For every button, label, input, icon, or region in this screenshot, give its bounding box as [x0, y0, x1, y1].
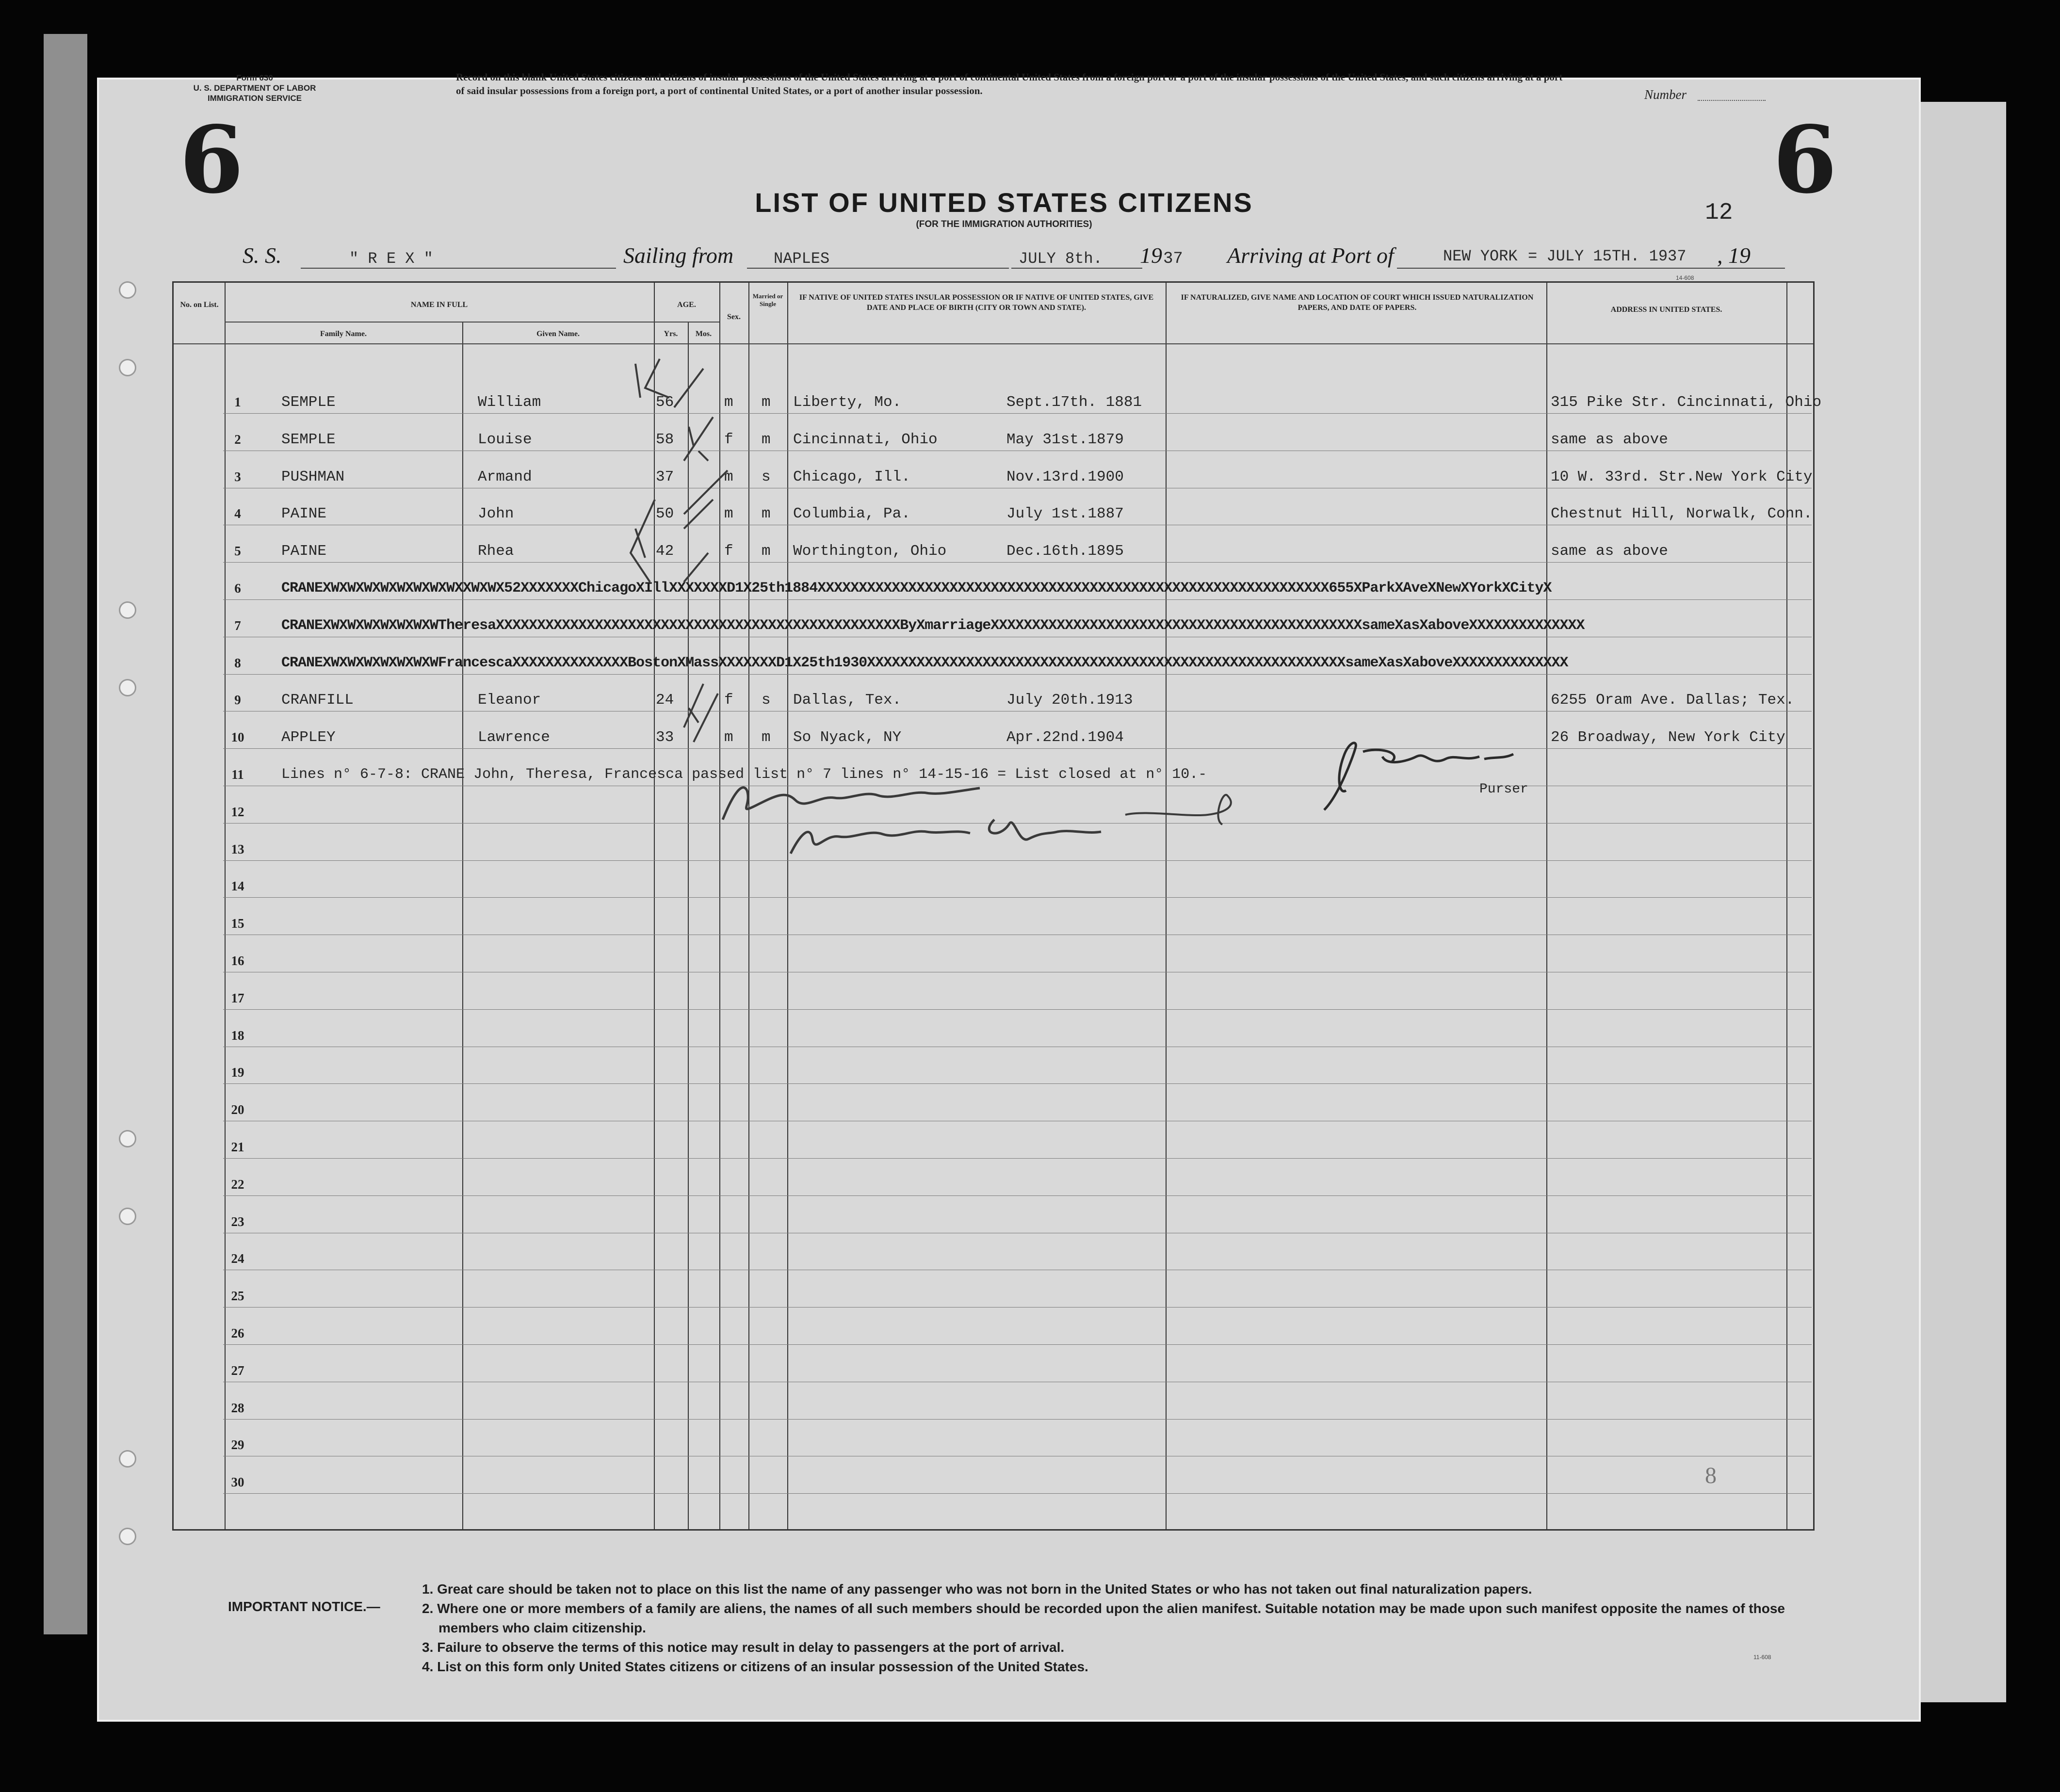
birth-place: Dallas, Tex.: [793, 692, 902, 709]
row-number: 1: [234, 395, 241, 409]
stray-mark: 8: [1705, 1463, 1717, 1488]
sex: m: [724, 468, 733, 485]
given-name: John: [478, 505, 514, 523]
row-number: 17: [231, 990, 244, 1005]
row-rule: [223, 1195, 1812, 1196]
col-rule: [1166, 283, 1167, 1529]
sex: f: [724, 692, 733, 709]
header-address: ADDRESS IN UNITED STATES.: [1610, 306, 1722, 314]
address: same as above: [1551, 543, 1668, 560]
sex: m: [724, 505, 733, 523]
cancelled-row: CRANEXWXWXWXWXWXWXWFrancescaXXXXXXXXXXXXXXBostonXMassXXXXXXXD1X25th1930XXXXXXXXXXXXXXXXXXXXXXXXXXXXXXXXXXXXXXXXXXXXXXXXXXXXXXXXXXsameXasXaboveXXXXXXXXXXXXXX: [281, 654, 1568, 671]
marital-status: m: [762, 505, 771, 523]
closing-note: Lines n° 6-7-8: CRANE John, Theresa, Francesca passed list n° 7 lines n° 14-15-16 = List closed at n° 10.-: [281, 766, 1207, 783]
row-number: 7: [234, 618, 241, 633]
address: Chestnut Hill, Norwalk, Conn.: [1551, 505, 1813, 523]
header-age: AGE.: [677, 301, 696, 309]
notice-label: IMPORTANT NOTICE.—: [228, 1599, 380, 1614]
address: 315 Pike Str. Cincinnati, Ohio: [1551, 394, 1822, 411]
row-number: 27: [231, 1363, 244, 1378]
col-rule: [1546, 283, 1547, 1529]
tally-marks: [626, 354, 771, 752]
row-number: 4: [234, 506, 241, 521]
ship-underline: [301, 268, 616, 269]
arrival-date: = JULY 15TH. 1937: [1528, 247, 1687, 265]
purser-label: Purser: [1479, 782, 1528, 797]
notice-item: 2. Where one or more members of a family are aliens, the names of all such members should be recorded upon the alien manifest. Suitable notation may be made upon such manifest opposite the names of those members who claim citizenship.: [422, 1601, 1785, 1635]
header-rule: [225, 322, 719, 323]
row-number: 15: [231, 916, 244, 931]
address: 6255 Oram Ave. Dallas; Tex.: [1551, 692, 1795, 709]
row-rule: [223, 562, 1812, 563]
binder-edge: [44, 34, 87, 1634]
marital-status: m: [762, 394, 771, 411]
footer-code: 11-608: [1753, 1654, 1771, 1661]
sex: m: [724, 729, 733, 746]
header-mos: Mos.: [695, 330, 712, 338]
department-name: U. S. DEPARTMENT OF LABOR: [193, 83, 316, 93]
notice-item: 4. List on this form only United States citizens or citizens of an insular possession of the United States.: [422, 1659, 1088, 1674]
birth-date: Nov.13rd.1900: [1006, 468, 1124, 485]
row-number: 18: [231, 1028, 244, 1043]
header-family-name: Family Name.: [320, 330, 367, 338]
given-name: Lawrence: [478, 729, 550, 746]
birth-place: Worthington, Ohio: [793, 543, 947, 560]
col-rule: [787, 283, 788, 1529]
form-number: Form 630: [236, 73, 273, 82]
binder-hole: [119, 1130, 136, 1147]
marital-status: s: [762, 692, 771, 709]
year-filled: 37: [1163, 250, 1183, 268]
row-rule: [223, 413, 1812, 414]
year-suffix: , 19: [1717, 243, 1751, 268]
row-number: 2: [234, 432, 241, 447]
birth-date: July 20th.1913: [1006, 692, 1133, 709]
family-name: APPLEY: [281, 729, 336, 746]
row-rule: [223, 1009, 1812, 1010]
row-number: 3: [234, 469, 241, 484]
page-subtitle: (FOR THE IMMIGRATION AUTHORITIES): [916, 219, 1092, 229]
header-no-on-list: No. on List.: [180, 301, 219, 309]
binder-hole: [119, 601, 136, 619]
ship-name: " R E X ": [349, 250, 433, 268]
header-naturalized: IF NATURALIZED, GIVE NAME AND LOCATION OF COURT WHICH ISSUED NATURALIZATION PAPERS, AND DATE OF PAPERS.: [1181, 293, 1534, 312]
age-years: 24: [656, 692, 674, 709]
binder-hole: [119, 1528, 136, 1545]
binder-hole: [119, 679, 136, 696]
birth-date: May 31st.1879: [1006, 431, 1124, 448]
sex: f: [724, 431, 733, 448]
birth-place: So Nyack, NY: [793, 729, 902, 746]
row-rule: [223, 1307, 1812, 1308]
col-rule: [462, 322, 463, 1529]
cancelled-row: CRANEXWXWXWXWXWXWXWTheresaXXXXXXXXXXXXXXXXXXXXXXXXXXXXXXXXXXXXXXXXXXXXXXXXXByXmarriageXXXXXXXXXXXXXXXXXXXXXXXXXXXXXXXXXXXXXXXXXXXXXsameXasXaboveXXXXXXXXXXXXXX: [281, 617, 1585, 634]
marital-status: m: [762, 431, 771, 448]
age-years: 42: [656, 543, 674, 560]
record-instruction: Record on this blank United States citizens and citizens of insular possessions of the United States arriving at a port of continental United States from a foreign port or a port of the insular possessions of the United States, and such citizens arriving at a port of said insular possessions from a foreign port, a port of continental United States, or a port of another insular possession.: [456, 71, 1563, 97]
given-name: William: [478, 394, 541, 411]
sex: m: [724, 394, 733, 411]
from-port: NAPLES: [774, 250, 830, 268]
number-line: [1698, 100, 1766, 101]
birth-date: Apr.22nd.1904: [1006, 729, 1124, 746]
birth-place: Columbia, Pa.: [793, 505, 910, 523]
marital-status: s: [762, 468, 771, 485]
row-number: 21: [231, 1140, 244, 1154]
address: 10 W. 33rd. Str.New York City: [1551, 468, 1813, 485]
age-years: 56: [656, 394, 674, 411]
notice-body: [422, 1580, 1829, 1677]
form-header: [175, 73, 335, 103]
page-number: 12: [1705, 200, 1733, 226]
row-number: 16: [231, 953, 244, 968]
header-yrs: Yrs.: [664, 330, 678, 338]
binder-hole: [119, 359, 136, 376]
row-number: 23: [231, 1214, 244, 1229]
given-name: Armand: [478, 468, 532, 485]
birth-place: Cincinnati, Ohio: [793, 431, 938, 448]
ss-label: S. S.: [243, 243, 282, 268]
sex: f: [724, 543, 733, 560]
birth-date: Sept.17th. 1881: [1006, 394, 1142, 411]
number-label: Number: [1644, 87, 1687, 102]
row-rule: [223, 674, 1812, 675]
row-number: 22: [231, 1177, 244, 1192]
sailing-label: Sailing from: [623, 243, 734, 268]
address: same as above: [1551, 431, 1668, 448]
marital-status: m: [762, 543, 771, 560]
notice-item: 3. Failure to observe the terms of this notice may result in delay to passengers at the port of arrival.: [422, 1640, 1065, 1655]
row-number: 30: [231, 1475, 244, 1490]
arrival-port: NEW YORK: [1443, 247, 1518, 265]
family-name: PAINE: [281, 543, 327, 560]
binder-hole: [119, 1208, 136, 1225]
row-number: 12: [231, 804, 244, 819]
row-rule: [223, 748, 1812, 749]
marital-status: m: [762, 729, 771, 746]
birth-place: Liberty, Mo.: [793, 394, 902, 411]
family-name: PUSHMAN: [281, 468, 345, 485]
row-number: 19: [231, 1065, 244, 1080]
row-number: 13: [231, 841, 244, 856]
header-sex: Sex.: [727, 313, 741, 321]
given-name: Louise: [478, 431, 532, 448]
row-number: 8: [234, 655, 241, 670]
birth-date: Dec.16th.1895: [1006, 543, 1124, 560]
row-rule: [223, 1419, 1812, 1420]
family-name: PAINE: [281, 505, 327, 523]
address: 26 Broadway, New York City: [1551, 729, 1785, 746]
inspector-signature: [708, 776, 1281, 873]
row-number: 29: [231, 1437, 244, 1453]
row-number: 6: [234, 581, 241, 596]
sail-date: JULY 8th.: [1019, 250, 1103, 268]
row-number: 20: [231, 1102, 244, 1117]
birth-place: Chicago, Ill.: [793, 468, 910, 485]
year-printed: 19: [1140, 243, 1162, 268]
header-rule: [174, 343, 1813, 344]
row-number: 24: [231, 1251, 244, 1266]
header-married-single: Married or Single: [752, 292, 783, 307]
printer-code: 14-608: [1676, 274, 1694, 281]
notice-item: 1. Great care should be taken not to place on this list the name of any passenger who was not born in the United States or who has not taken out final naturalization papers.: [422, 1582, 1532, 1597]
family-name: SEMPLE: [281, 394, 336, 411]
row-number: 9: [234, 693, 241, 708]
header-given-name: Given Name.: [536, 330, 580, 338]
header-birth: IF NATIVE OF UNITED STATES INSULAR POSSESSION OR IF NATIVE OF UNITED STATES, GIVE DATE AND PLACE OF BIRTH (CITY OR TOWN AND STATE).: [799, 293, 1154, 312]
age-years: 50: [656, 505, 674, 523]
row-number: 26: [231, 1326, 244, 1340]
row-rule: [223, 1344, 1812, 1345]
row-rule: [223, 1493, 1812, 1494]
binder-hole: [119, 281, 136, 299]
cancelled-row: CRANEXWXWXWXWXWXWXWXWXXWXWX52XXXXXXXChicagoXIllXXXXXXXD1X25th1884XXXXXXXXXXXXXXXXXXXXXXXXXXXXXXXXXXXXXXXXXXXXXXXXXXXXXXXXXXXXXX655XParkXAveXNewXYorkXCityX: [281, 580, 1552, 597]
birth-date: July 1st.1887: [1006, 505, 1124, 523]
purser-signature: [1310, 737, 1518, 820]
row-rule: [223, 1158, 1812, 1159]
row-rule: [223, 599, 1812, 600]
row-rule: [223, 897, 1812, 898]
row-number: 5: [234, 544, 241, 559]
row-number: 28: [231, 1400, 244, 1415]
age-years: 33: [656, 729, 674, 746]
age-years: 37: [656, 468, 674, 485]
row-number: 11: [231, 767, 244, 782]
service-name: IMMIGRATION SERVICE: [208, 94, 302, 103]
row-number: 14: [231, 879, 244, 894]
row-number: 10: [231, 730, 244, 745]
arriving-label: Arriving at Port of: [1227, 243, 1394, 268]
row-rule: [223, 1083, 1812, 1084]
page-title: LIST OF UNITED STATES CITIZENS: [755, 187, 1253, 218]
family-name: CRANFILL: [281, 692, 354, 709]
age-years: 58: [656, 431, 674, 448]
header-name-in-full: NAME IN FULL: [410, 301, 468, 309]
binder-hole: [119, 1450, 136, 1468]
given-name: Rhea: [478, 543, 514, 560]
row-number: 25: [231, 1289, 244, 1304]
corner-number-left: 6: [179, 106, 244, 214]
given-name: Eleanor: [478, 692, 541, 709]
corner-number-right: 6: [1773, 106, 1837, 214]
family-name: SEMPLE: [281, 431, 336, 448]
